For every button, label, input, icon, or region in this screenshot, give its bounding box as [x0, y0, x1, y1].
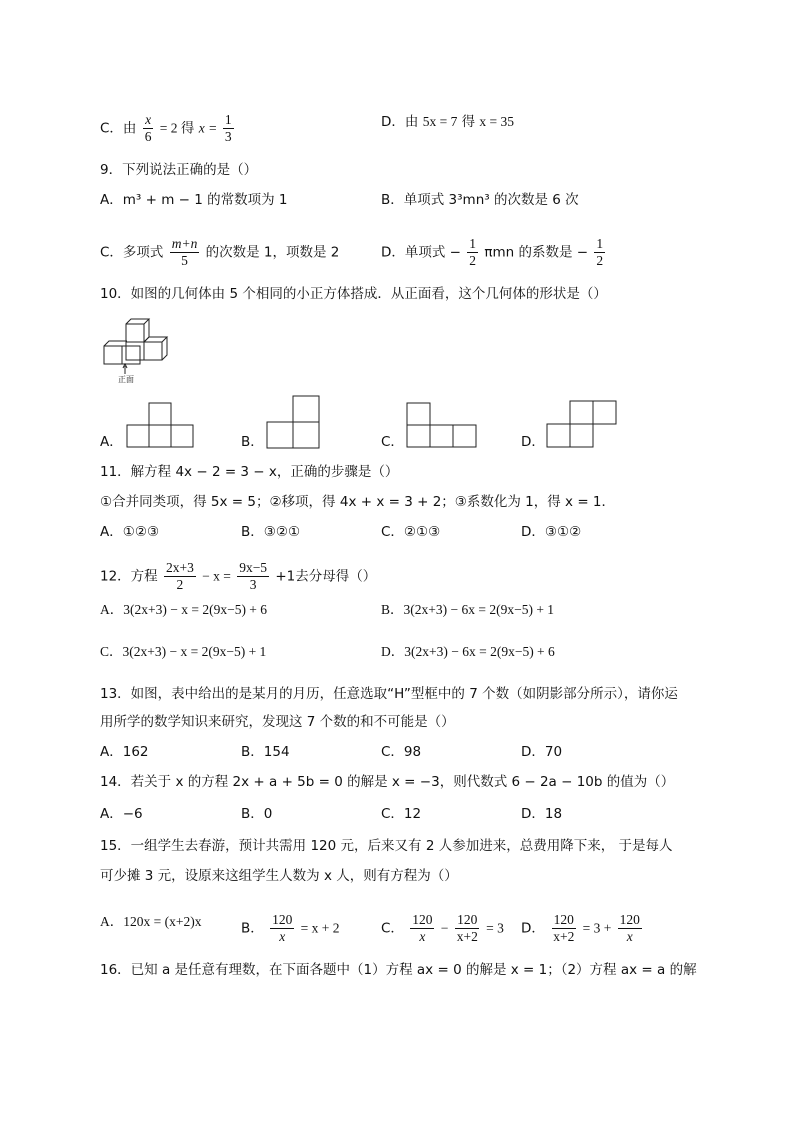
q10-stem: 10．如图的几何体由 5 个相同的小正方体搭成．从正面看，这个几何体的形状是（） — [100, 286, 607, 302]
q14-option-d: D．18 — [521, 806, 563, 822]
fraction: $\frac{1}{2}$ — [596, 236, 604, 268]
q9-option-a: A．m³ + m − 1 的常数项为 1 — [100, 192, 288, 208]
fraction: $\frac{120}{x+2}$ — [553, 912, 575, 944]
q9-stem: 9．下列说法正确的是（） — [100, 162, 258, 178]
q12-option-c: C．3(2x+3) − x = 2(9x−5) + 1 — [100, 644, 267, 659]
q12-option-b: B．3(2x+3) − 6x = 2(9x−5) + 1 — [381, 602, 555, 617]
q9-option-c: C．多项式 $\frac{m+n}{5}$ 的次数是 1，项数是 2 — [100, 236, 340, 268]
q12-stem: 12．方程 $\frac{2x+3}{2}$ − x = $\frac{9x-5}{3}$ +1去分母得（） — [100, 560, 377, 592]
q8-option-c: C．由 $\frac{x}{6}$ = 2 得 x = $\frac{1}{3}$ — [100, 112, 232, 144]
q11-option-d: D．③①② — [521, 524, 582, 540]
q13-option-b: B．154 — [241, 744, 290, 760]
q11-option-a: A．①②③ — [100, 524, 160, 540]
q10-option-c-figure — [406, 402, 478, 448]
q11-steps: ①合并同类项，得 5x = 5；②移项，得 4x + x = 3 + 2；③系数化为 1，得 x = 1． — [100, 494, 616, 510]
q15-option-c: C． $\frac{120}{x}$ − $\frac{120}{x+2}$ = 3 — [381, 912, 504, 944]
q13-line2: 用所学的数学知识来研究，发现这 7 个数的和不可能是（） — [100, 714, 455, 730]
q15-line2: 可少摊 3 元，设原来这组学生人数为 x 人，则有方程为（） — [100, 868, 458, 884]
figure-caption: 正面 — [118, 375, 134, 384]
q16-stem: 16．已知 a 是任意有理数，在下面各题中（1）方程 ax = 0 的解是 x = 1；（2）方程 ax = a 的解 — [100, 962, 697, 978]
q10-option-a-label: A． — [100, 434, 123, 450]
q14-option-b: B．0 — [241, 806, 273, 822]
q12-option-d: D．3(2x+3) − 6x = 2(9x−5) + 6 — [381, 644, 555, 659]
fraction: $\frac{x}{6}$ — [144, 112, 152, 144]
fraction: $\frac{2x+3}{2}$ — [165, 560, 194, 592]
q10-option-b-figure — [266, 395, 322, 449]
q13-option-d: D．70 — [521, 744, 563, 760]
q8-option-d: D．由 5x = 7 得 x = 35 — [381, 114, 515, 130]
fraction: $\frac{120}{x}$ — [272, 912, 293, 944]
q9-option-b: B．单项式 3³mn³ 的次数是 6 次 — [381, 192, 579, 208]
q10-option-d-label: D． — [521, 434, 545, 450]
q11-option-c: C．②①③ — [381, 524, 441, 540]
q14-stem: 14．若关于 x 的方程 2x + a + 5b = 0 的解是 x = −3，则代数式 6 − 2a − 10b 的值为（） — [100, 774, 675, 790]
q14-option-a: A．−6 — [100, 806, 143, 822]
q10-option-d-figure — [546, 400, 618, 448]
q13-option-c: C．98 — [381, 744, 422, 760]
q10-option-a-figure — [126, 402, 196, 448]
fraction: $\frac{120}{x+2}$ — [456, 912, 478, 944]
q10-option-b-label: B． — [241, 434, 264, 450]
fraction: $\frac{1}{2}$ — [469, 236, 477, 268]
fraction: $\frac{120}{x}$ — [412, 912, 433, 944]
fraction: $\frac{1}{3}$ — [224, 112, 232, 144]
q13-line1: 13．如图，表中给出的是某月的月历，任意选取“H”型框中的 7 个数（如阴影部分所示），请你运 — [100, 686, 678, 702]
q10-option-c-label: C． — [381, 434, 404, 450]
cube-solid-figure — [100, 316, 180, 386]
fraction: $\frac{120}{x}$ — [619, 912, 640, 944]
q11-stem: 11．解方程 4x − 2 = 3 − x，正确的步骤是（） — [100, 464, 399, 480]
q12-option-a: A．3(2x+3) − x = 2(9x−5) + 6 — [100, 602, 268, 617]
fraction: $\frac{m+n}{5}$ — [171, 236, 198, 268]
q13-option-a: A．162 — [100, 744, 149, 760]
q15-option-d: D． $\frac{120}{x+2}$ = 3 + $\frac{120}{x}$ — [521, 912, 640, 944]
q11-option-b: B．③②① — [241, 524, 301, 540]
q14-option-c: C．12 — [381, 806, 422, 822]
q15-option-a: A．120x = (x+2)x — [100, 914, 202, 929]
q15-line1: 15．一组学生去春游，预计共需用 120 元，后来又有 2 人参加进来，总费用降下来， 于是每人 — [100, 838, 673, 854]
q9-option-d: D．单项式 − $\frac{1}{2}$ πmn 的系数是 − $\frac{1}{2}$ — [381, 236, 604, 268]
q15-option-b: B． $\frac{120}{x}$ = x + 2 — [241, 912, 340, 944]
fraction: $\frac{9x-5}{3}$ — [239, 560, 268, 592]
